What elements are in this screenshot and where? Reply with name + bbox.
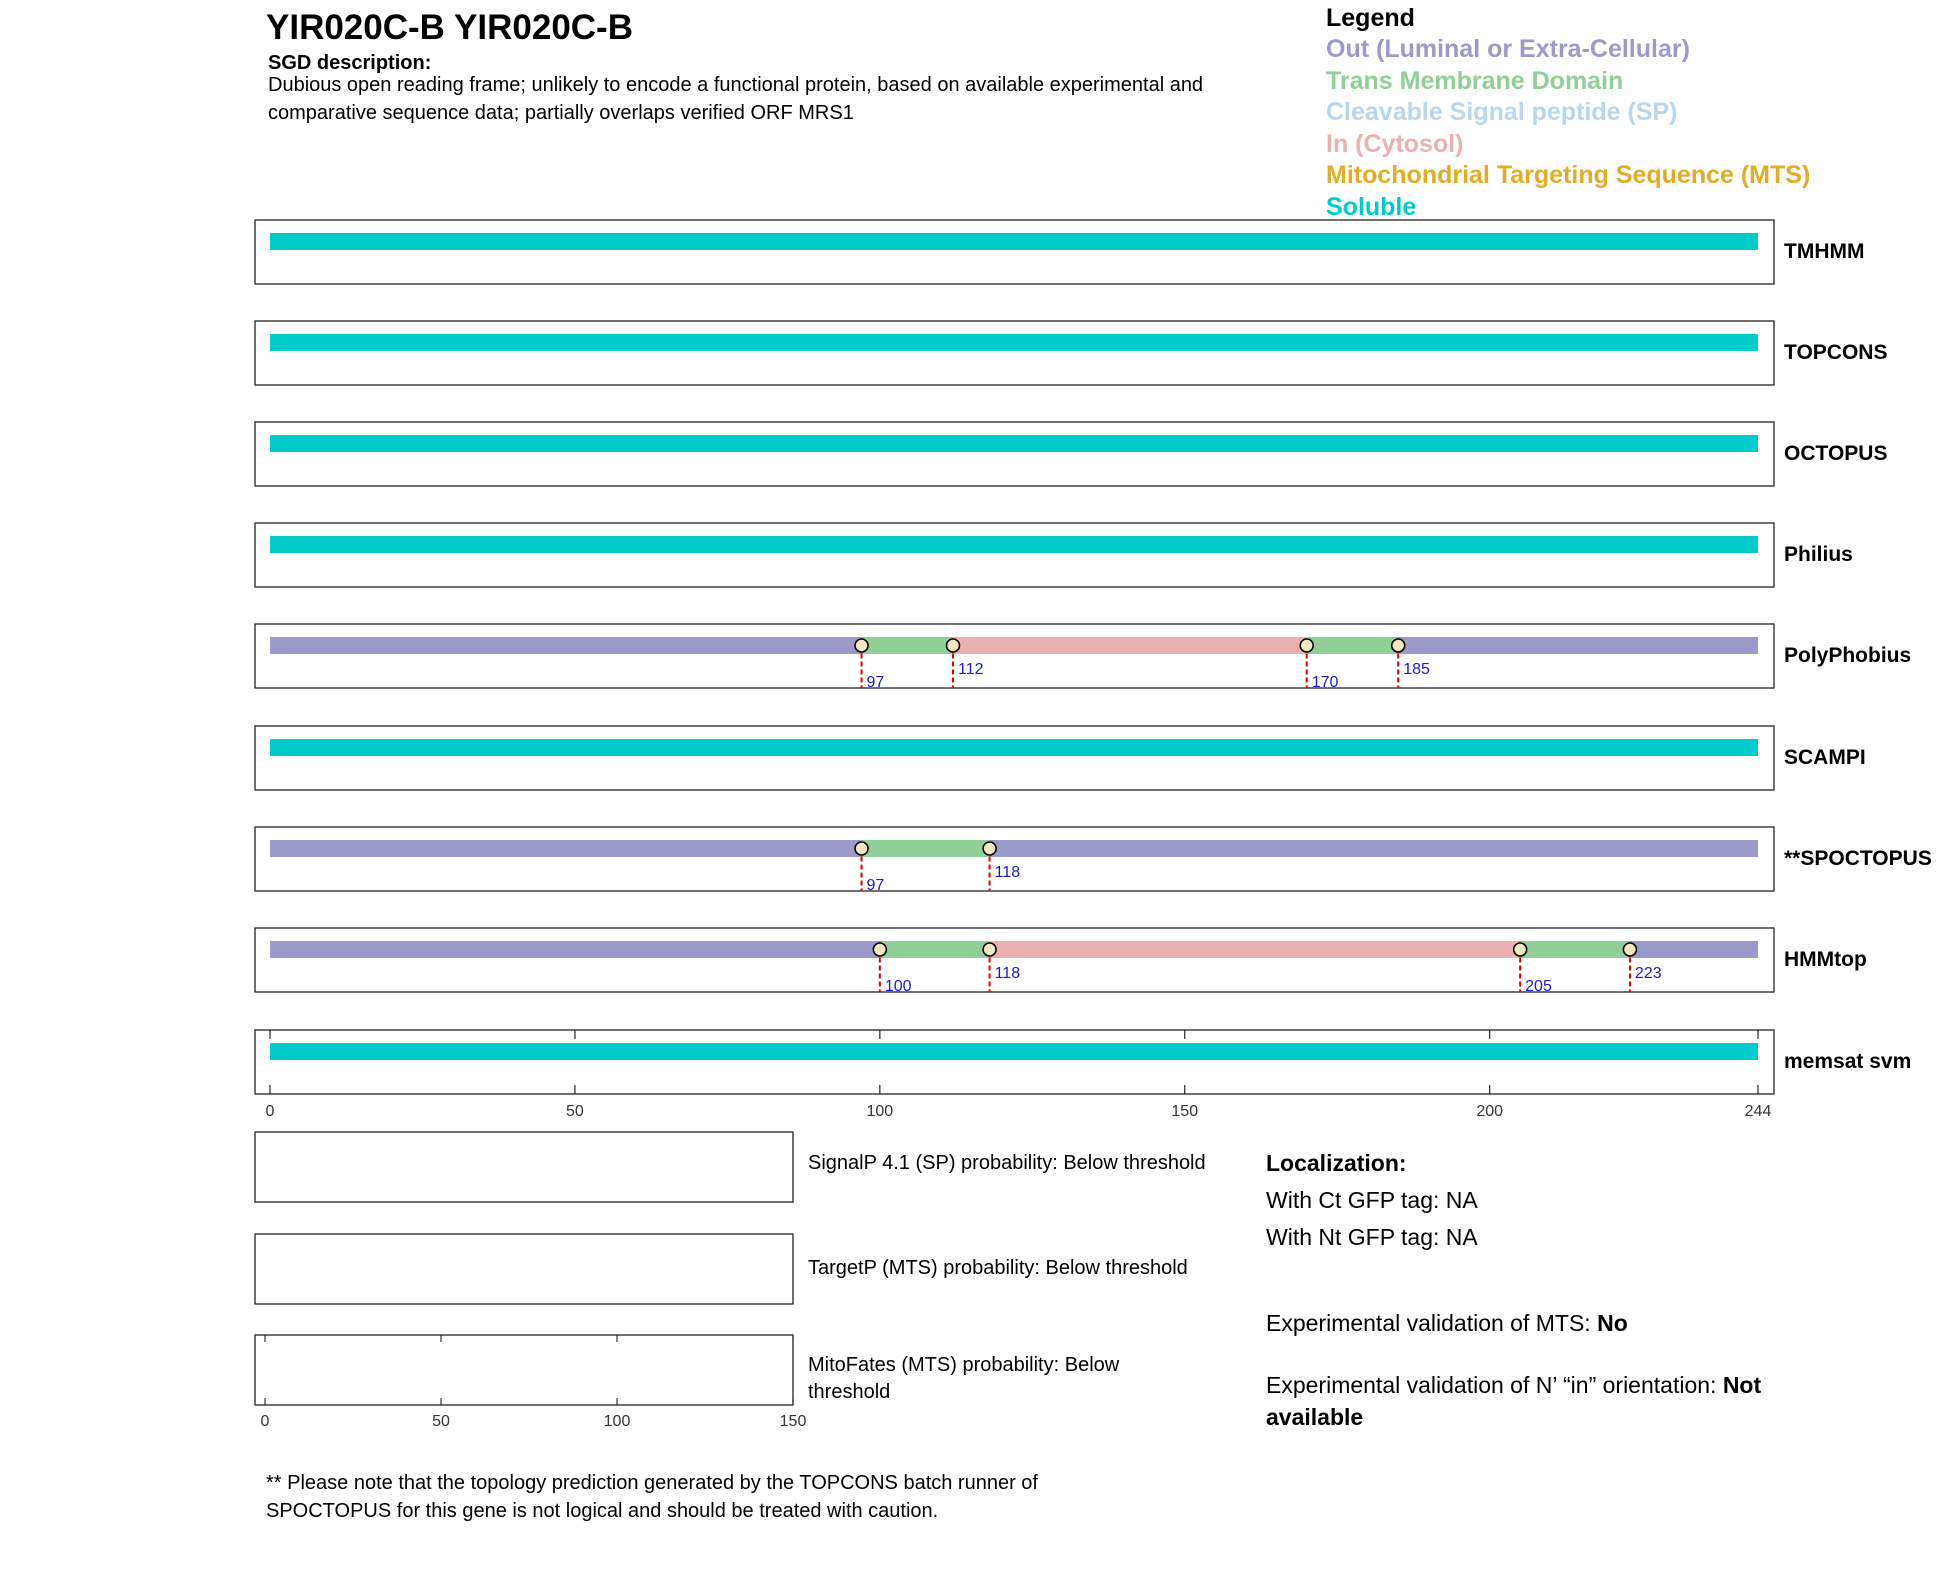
legend-item-tm: Trans Membrane Domain <box>1326 66 1624 95</box>
orientation-validation-value: Not available <box>1266 1372 1762 1430</box>
localization-ct-gfp: With Ct GFP tag: NA <box>1266 1187 1478 1213</box>
boundary-marker-polyphobius <box>1300 639 1313 652</box>
boundary-label-hmmtop: 205 <box>1525 978 1552 995</box>
track-label-topcons: TOPCONS <box>1784 341 1888 364</box>
boundary-marker-polyphobius <box>1392 639 1405 652</box>
prob-panel-targetp <box>255 1234 793 1304</box>
boundary-label-spoctopus: 118 <box>994 864 1021 881</box>
track-frame-scampi <box>255 726 1774 790</box>
page-title: YIR020C-B YIR020C-B <box>266 8 633 47</box>
signalp-label: SignalP 4.1 (SP) probability: Below threshold <box>808 1152 1206 1174</box>
boundary-marker-polyphobius <box>855 639 868 652</box>
segment-hmmtop-tm <box>880 941 990 958</box>
orientation-validation <box>1266 1369 1846 1433</box>
legend-item-out: Out (Luminal or Extra-Cellular) <box>1326 35 1690 63</box>
track-label-octopus: OCTOPUS <box>1784 442 1888 465</box>
segment-octopus-soluble <box>270 435 1758 452</box>
targetp-label: TargetP (MTS) probability: Below threshold <box>808 1257 1188 1279</box>
track-frame-tmhmm <box>255 220 1774 284</box>
track-frame-octopus <box>255 422 1774 486</box>
segment-memsat-svm-soluble <box>270 1043 1758 1060</box>
prob-x-tick-label: 150 <box>779 1413 807 1430</box>
segment-hmmtop-out <box>270 941 880 958</box>
boundary-marker-hmmtop <box>983 943 996 956</box>
segment-hmmtop-in <box>990 941 1521 958</box>
prob-panel-signalp <box>255 1132 793 1202</box>
segment-polyphobius-out <box>1398 637 1758 654</box>
segment-tmhmm-soluble <box>270 233 1758 250</box>
segment-spoctopus-out <box>990 840 1758 857</box>
footnote: ** Please note that the topology prediction generated by the TOPCONS batch runner of SPOCTOPUS for this gene is not logical and should be treated with caution. <box>266 1472 1038 1522</box>
boundary-marker-hmmtop <box>1623 943 1636 956</box>
mts-validation <box>1266 1310 1628 1337</box>
segment-scampi-soluble <box>270 739 1758 756</box>
segment-polyphobius-tm <box>1307 637 1398 654</box>
boundary-marker-spoctopus <box>855 842 868 855</box>
boundary-label-spoctopus: 97 <box>866 877 885 894</box>
boundary-marker-polyphobius <box>947 639 960 652</box>
track-label-polyphobius: PolyPhobius <box>1784 644 1912 667</box>
localization-title: Localization: <box>1266 1150 1407 1176</box>
segment-hmmtop-tm <box>1520 941 1630 958</box>
x-tick-label: 244 <box>1744 1103 1772 1120</box>
legend-item-in: In (Cytosol) <box>1326 129 1464 158</box>
track-frame-philius <box>255 523 1774 587</box>
description-text: Dubious open reading frame; unlikely to encode a functional protein, based on available experimental and comparative sequence data; partially overlaps verified ORF MRS1 <box>268 74 1204 124</box>
description-label: SGD description: <box>268 52 432 74</box>
legend-item-soluble: Soluble <box>1326 192 1417 221</box>
track-frame-polyphobius <box>255 624 1774 688</box>
segment-polyphobius-out <box>270 637 862 654</box>
prob-x-tick-label: 100 <box>603 1413 631 1430</box>
mitofates-label: MitoFates (MTS) probability: Below threshold <box>808 1354 1120 1403</box>
x-tick-label: 100 <box>866 1103 894 1120</box>
segment-topcons-soluble <box>270 334 1758 351</box>
track-label-philius: Philius <box>1784 543 1853 566</box>
prob-x-tick-label: 0 <box>260 1413 270 1430</box>
segment-spoctopus-out <box>270 840 862 857</box>
boundary-marker-hmmtop <box>873 943 886 956</box>
segment-polyphobius-tm <box>862 637 953 654</box>
legend-title: Legend <box>1326 4 1415 32</box>
track-frame-memsat-svm <box>255 1030 1774 1094</box>
segment-philius-soluble <box>270 536 1758 553</box>
localization-nt-gfp: With Nt GFP tag: NA <box>1266 1224 1478 1250</box>
segment-spoctopus-tm <box>862 840 990 857</box>
prob-x-tick-label: 50 <box>432 1413 450 1430</box>
boundary-marker-hmmtop <box>1514 943 1527 956</box>
boundary-label-polyphobius: 185 <box>1403 661 1430 678</box>
track-label-memsat-svm: memsat svm <box>1784 1050 1912 1073</box>
x-tick-label: 0 <box>265 1103 275 1120</box>
mts-validation-prefix: Experimental validation of MTS: <box>1266 1310 1598 1336</box>
track-frame-spoctopus <box>255 827 1774 891</box>
boundary-label-hmmtop: 100 <box>884 978 912 995</box>
prob-panel-mitofates <box>255 1335 793 1405</box>
boundary-label-hmmtop: 118 <box>994 965 1021 982</box>
track-label-scampi: SCAMPI <box>1784 746 1866 769</box>
track-label-hmmtop: HMMtop <box>1784 948 1867 971</box>
orientation-validation-prefix: Experimental validation of N’ “in” orientation: <box>1266 1372 1723 1398</box>
boundary-label-polyphobius: 112 <box>958 661 984 678</box>
x-tick-label: 50 <box>566 1103 584 1120</box>
boundary-label-hmmtop: 223 <box>1634 965 1662 982</box>
track-frame-topcons <box>255 321 1774 385</box>
x-tick-label: 150 <box>1171 1103 1199 1120</box>
segment-hmmtop-out <box>1630 941 1758 958</box>
legend-item-sp: Cleavable Signal peptide (SP) <box>1326 98 1678 126</box>
track-label-spoctopus: **SPOCTOPUS <box>1784 847 1932 870</box>
legend-item-mts: Mitochondrial Targeting Sequence (MTS) <box>1326 161 1811 189</box>
boundary-marker-spoctopus <box>983 842 996 855</box>
segment-polyphobius-in <box>953 637 1307 654</box>
x-tick-label: 200 <box>1476 1103 1504 1120</box>
mts-validation-value: No <box>1597 1310 1628 1336</box>
boundary-label-polyphobius: 170 <box>1311 674 1339 691</box>
boundary-label-polyphobius: 97 <box>866 674 885 691</box>
track-label-tmhmm: TMHMM <box>1784 240 1865 263</box>
